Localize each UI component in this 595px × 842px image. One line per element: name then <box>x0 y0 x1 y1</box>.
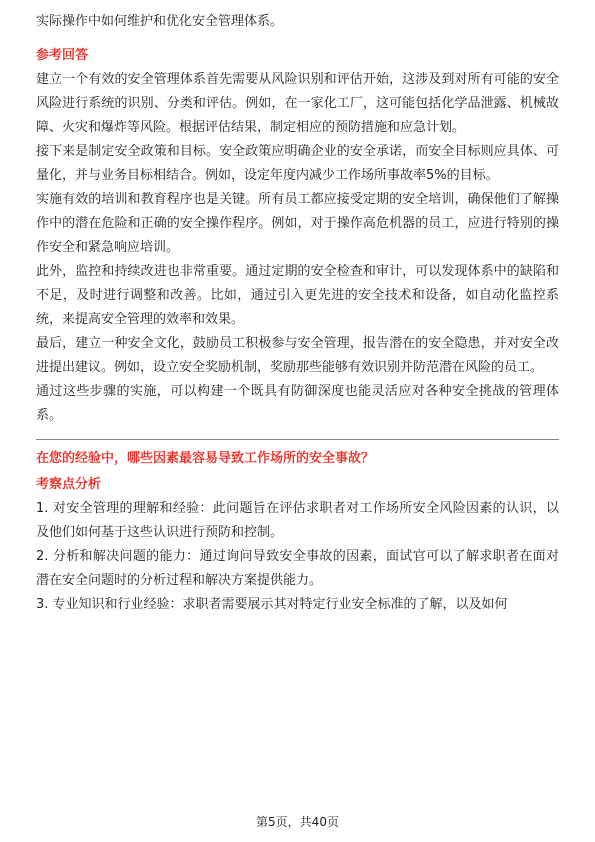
analysis-point: 2. 分析和解决问题的能力：通过询问导致安全事故的因素，面试官可以了解求职者在面对潜在安全问题时的分析过程和解决方案提供能力。 <box>36 549 559 588</box>
document-page <box>36 10 559 617</box>
question-title: 在您的经验中，哪些因素最容易导致工作场所的安全事故？ <box>36 451 375 466</box>
answer-paragraph: 实施有效的培训和教育程序也是关键。所有员工都应接受定期的安全培训，确保他们了解操作中的潜在危险和正确的安全操作程序。例如，对于操作高危机器的员工，应进行特别的操作安全和紧急响应培训。 <box>36 192 559 255</box>
answer-paragraph: 通过这些步骤的实施，可以构建一个既具有防御深度也能灵活应对各种安全挑战的管理体系。 <box>36 384 559 423</box>
analysis-point: 3. 专业知识和行业经验：求职者需要展示其对特定行业安全标准的了解，以及如何 <box>36 597 508 612</box>
answer-paragraph: 接下来是制定安全政策和目标。安全政策应明确企业的安全承诺，而安全目标则应具体、可量化，并与业务目标相结合。例如，设定年度内减少工作场所事故率5%的目标。 <box>36 144 559 183</box>
intro-text: 实际操作中如何维护和优化安全管理体系。 <box>36 14 284 29</box>
analysis-heading: 考察点分析 <box>36 477 102 492</box>
answer-paragraph: 此外，监控和持续改进也非常重要。通过定期的安全检查和审计，可以发现体系中的缺陷和不足，及时进行调整和改善。比如，通过引入更先进的安全技术和设备，如自动化监控系统，来提高安全管理的效率和效果。 <box>36 264 559 327</box>
answer-body <box>36 68 559 428</box>
answer-paragraph: 建立一个有效的安全管理体系首先需要从风险识别和评估开始，这涉及到对所有可能的安全风险进行系统的识别、分类和评估。例如，在一家化工厂，这可能包括化学品泄露、机械故障、火灾和爆炸等风险。根据评估结果，制定相应的预防措施和应急计划。 <box>36 72 559 135</box>
answer-paragraph: 最后，建立一种安全文化，鼓励员工积极参与安全管理，报告潜在的安全隐患，并对安全改进提出建议。例如，设立安全奖励机制，奖励那些能够有效识别并防范潜在风险的员工。 <box>36 336 559 375</box>
analysis-points <box>36 497 559 617</box>
section-divider <box>36 439 559 440</box>
page-footer: 第5页，共40页 <box>256 815 339 829</box>
answer-heading: 参考回答 <box>36 48 89 63</box>
analysis-point: 1. 对安全管理的理解和经验：此问题旨在评估求职者对工作场所安全风险因素的认识，以及他们如何基于这些认识进行预防和控制。 <box>36 501 559 540</box>
